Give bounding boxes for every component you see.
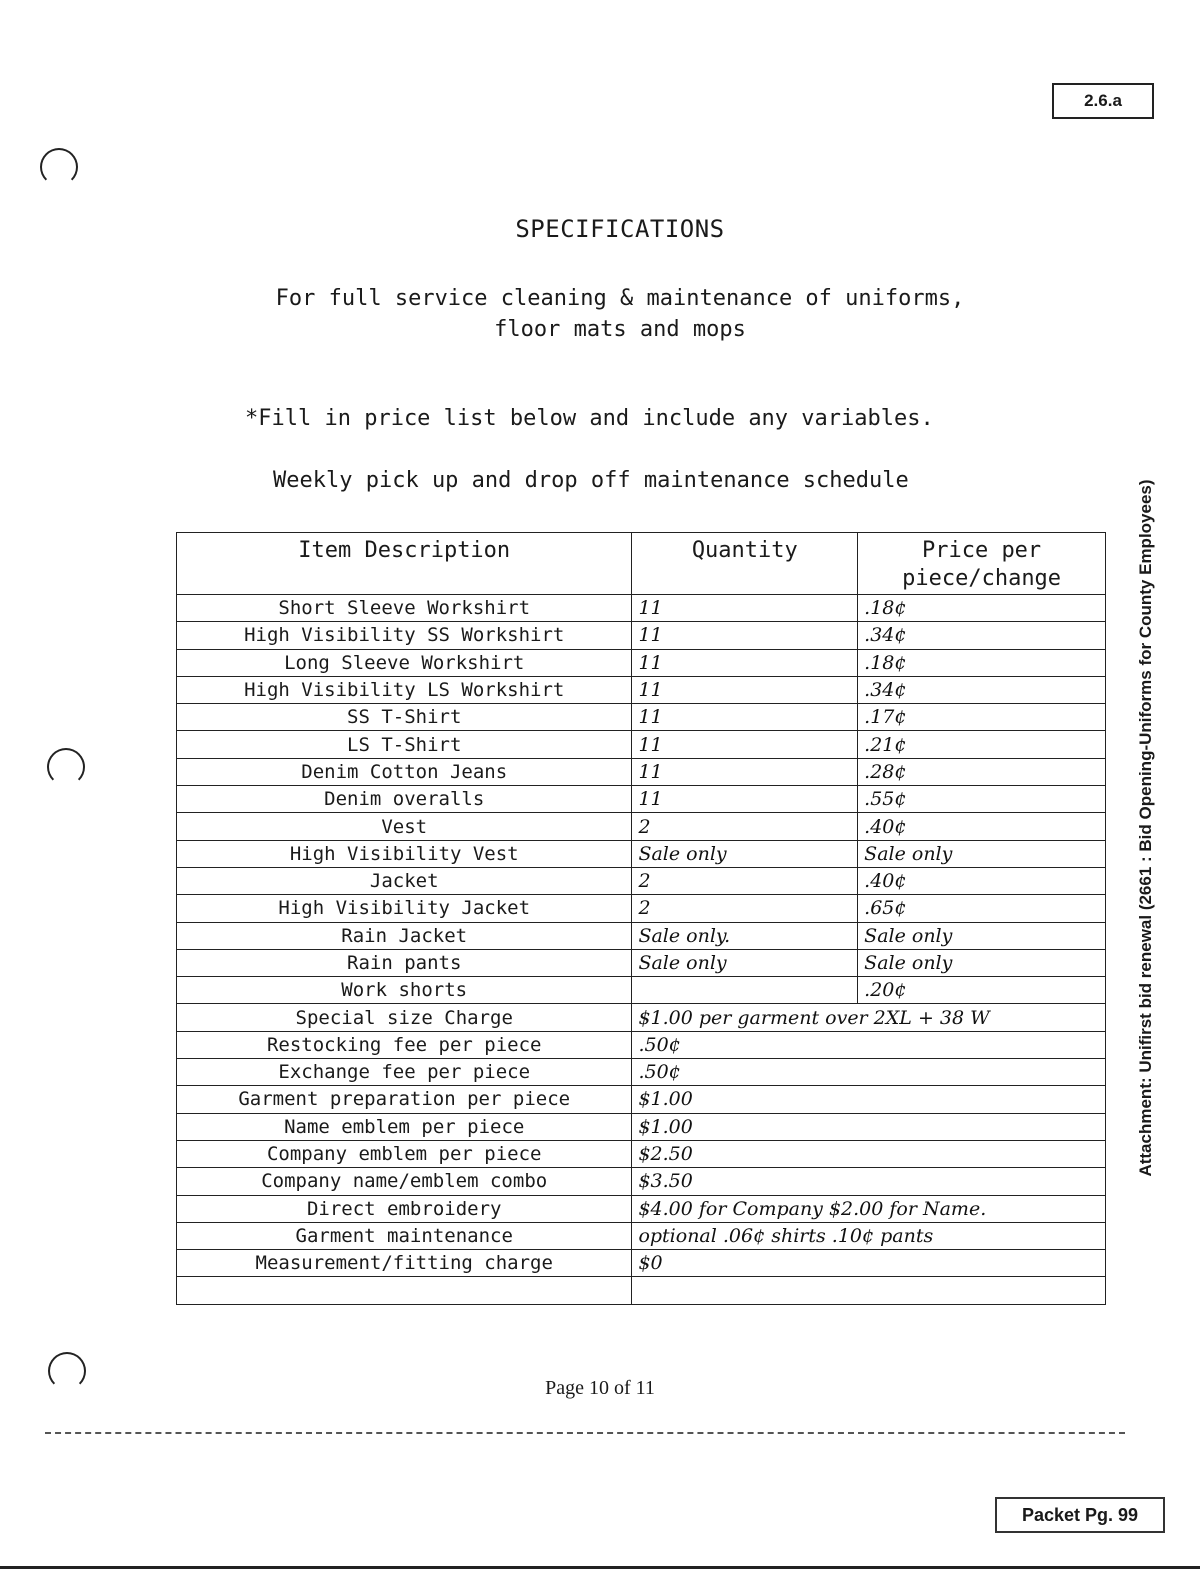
header-item-description: Item Description: [177, 533, 632, 595]
page-title: SPECIFICATIONS: [515, 215, 725, 243]
packet-page-label: Packet Pg. 99: [995, 1497, 1165, 1533]
table-row: [177, 922, 1106, 949]
header-price-line-2: piece/change: [902, 566, 1062, 591]
item-price-cell: .34¢: [858, 676, 1106, 703]
item-description-cell: LS T-Shirt: [177, 731, 632, 758]
table-row: [177, 758, 1106, 785]
item-price-cell: .28¢: [858, 758, 1106, 785]
fee-description-cell: Special size Charge: [177, 1004, 632, 1031]
subtitle-line-2: floor mats and mops: [494, 317, 746, 342]
binder-hole-top: [40, 148, 78, 186]
item-description-cell: Short Sleeve Workshirt: [177, 595, 632, 622]
item-price-cell: Sale only: [858, 840, 1106, 867]
item-price-cell: .40¢: [858, 867, 1106, 894]
fee-description-cell: Garment maintenance: [177, 1222, 632, 1249]
table-row: [177, 731, 1106, 758]
item-quantity-cell: 11: [632, 731, 858, 758]
item-quantity-cell: 11: [632, 758, 858, 785]
item-rows: [177, 595, 1106, 1004]
subtitle-line-1: For full service cleaning & maintenance of uniforms,: [275, 286, 965, 311]
table-row: [177, 1113, 1106, 1140]
item-quantity-cell: 11: [632, 649, 858, 676]
item-quantity-cell: 11: [632, 786, 858, 813]
table-row: [177, 622, 1106, 649]
item-description-cell: Rain Jacket: [177, 922, 632, 949]
table-row: [177, 1140, 1106, 1167]
item-quantity-cell: [632, 977, 858, 1004]
fee-value-cell: .50¢: [632, 1031, 1106, 1058]
table-row: [177, 1004, 1106, 1031]
fee-value-cell: $3.50: [632, 1168, 1106, 1195]
table-row: [177, 840, 1106, 867]
fee-value-cell: $1.00: [632, 1086, 1106, 1113]
item-quantity-cell: 2: [632, 813, 858, 840]
item-description-cell: High Visibility SS Workshirt: [177, 622, 632, 649]
header-quantity: Quantity: [632, 533, 858, 595]
table-row: [177, 595, 1106, 622]
item-description-cell: Rain pants: [177, 949, 632, 976]
fee-description-cell: Company emblem per piece: [177, 1140, 632, 1167]
item-quantity-cell: Sale only.: [632, 922, 858, 949]
item-quantity-cell: 2: [632, 867, 858, 894]
item-price-cell: Sale only: [858, 922, 1106, 949]
table-row: [177, 867, 1106, 894]
fee-description-cell: Name emblem per piece: [177, 1113, 632, 1140]
subtitle: [220, 283, 1020, 345]
item-price-cell: .18¢: [858, 649, 1106, 676]
table-row: [177, 1086, 1106, 1113]
item-description-cell: High Visibility Jacket: [177, 895, 632, 922]
item-quantity-cell: Sale only: [632, 840, 858, 867]
bottom-rule: [0, 1566, 1200, 1569]
fee-description-cell: Garment preparation per piece: [177, 1086, 632, 1113]
fee-description-cell: Company name/emblem combo: [177, 1168, 632, 1195]
fee-value-cell: $0: [632, 1250, 1106, 1277]
header-price: [858, 533, 1106, 595]
item-quantity-cell: 11: [632, 704, 858, 731]
fee-value-cell: [632, 1277, 1106, 1304]
table-row: [177, 786, 1106, 813]
table-row: [177, 895, 1106, 922]
fee-description-cell: Exchange fee per piece: [177, 1059, 632, 1086]
table-row: [177, 649, 1106, 676]
fee-value-cell: .50¢: [632, 1059, 1106, 1086]
fee-description-cell: Measurement/fitting charge: [177, 1250, 632, 1277]
item-description-cell: Vest: [177, 813, 632, 840]
item-price-cell: Sale only: [858, 949, 1106, 976]
table-row: [177, 1059, 1106, 1086]
fee-value-cell: $1.00 per garment over 2XL + 38 W: [632, 1004, 1106, 1031]
item-description-cell: Denim Cotton Jeans: [177, 758, 632, 785]
item-price-cell: .17¢: [858, 704, 1106, 731]
fee-value-cell: optional .06¢ shirts .10¢ pants: [632, 1222, 1106, 1249]
item-price-cell: .34¢: [858, 622, 1106, 649]
header-price-line-1: Price per: [921, 538, 1042, 563]
table-header-row: [177, 533, 1106, 595]
dashed-divider: [45, 1432, 1125, 1434]
item-description-cell: Long Sleeve Workshirt: [177, 649, 632, 676]
item-quantity-cell: 11: [632, 595, 858, 622]
item-price-cell: .65¢: [858, 895, 1106, 922]
item-description-cell: High Visibility LS Workshirt: [177, 676, 632, 703]
item-description-cell: Jacket: [177, 867, 632, 894]
item-price-cell: .21¢: [858, 731, 1106, 758]
table-row: [177, 977, 1106, 1004]
fee-value-cell: $1.00: [632, 1113, 1106, 1140]
binder-hole-middle: [47, 748, 85, 786]
table-row: [177, 1168, 1106, 1195]
item-quantity-cell: 11: [632, 676, 858, 703]
table-row: [177, 704, 1106, 731]
table-row: [177, 1250, 1106, 1277]
item-price-cell: .20¢: [858, 977, 1106, 1004]
fee-value-cell: $2.50: [632, 1140, 1106, 1167]
fee-rows: [177, 1004, 1106, 1304]
item-price-cell: .18¢: [858, 595, 1106, 622]
item-price-cell: .40¢: [858, 813, 1106, 840]
item-description-cell: High Visibility Vest: [177, 840, 632, 867]
item-quantity-cell: Sale only: [632, 949, 858, 976]
table-row: [177, 676, 1106, 703]
fee-description-cell: Restocking fee per piece: [177, 1031, 632, 1058]
fee-description-cell: Direct embroidery: [177, 1195, 632, 1222]
item-quantity-cell: 2: [632, 895, 858, 922]
table-row: [177, 1195, 1106, 1222]
table-row: [177, 813, 1106, 840]
schedule-note: Weekly pick up and drop off maintenance schedule: [273, 468, 909, 493]
price-table: [176, 532, 1106, 1305]
table-row: [177, 1277, 1106, 1304]
page-number: Page 10 of 11: [545, 1377, 655, 1399]
table-row: [177, 949, 1106, 976]
item-price-cell: .55¢: [858, 786, 1106, 813]
attachment-side-label: Attachment: Unifirst bid renewal (2661 : Bid Opening-Uniforms for County Employees): [1136, 479, 1155, 1177]
fee-value-cell: $4.00 for Company $2.00 for Name.: [632, 1195, 1106, 1222]
item-quantity-cell: 11: [632, 622, 858, 649]
fill-in-note: *Fill in price list below and include any variables.: [245, 406, 934, 431]
item-description-cell: Denim overalls: [177, 786, 632, 813]
table-row: [177, 1031, 1106, 1058]
table-row: [177, 1222, 1106, 1249]
item-description-cell: SS T-Shirt: [177, 704, 632, 731]
fee-description-cell: [177, 1277, 632, 1304]
item-description-cell: Work shorts: [177, 977, 632, 1004]
page-tag: 2.6.a: [1052, 83, 1154, 119]
